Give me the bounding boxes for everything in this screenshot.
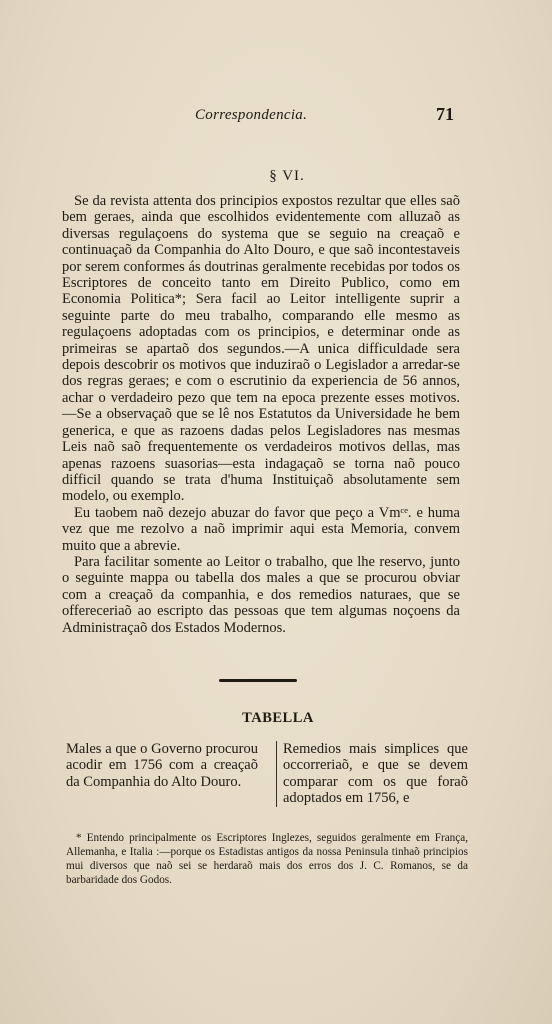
- footnote: * Entendo principalmente os Escriptores Inglezes, seguidos geralmente em França, Allemanha, e Italia :—porque os Estadistas antigos da nossa Peninsula tinhaõ principios mui diversos que naõ sei se herdaraõ mais dos erros dos J. C. Romanos, se da barbaridade dos Godos.: [66, 832, 468, 886]
- page-number: 71: [436, 104, 454, 124]
- running-title: Correspondencia.: [195, 107, 308, 123]
- section-heading: § VI.: [269, 168, 305, 184]
- paragraph: Se da revista attenta dos principios expostos rezultar que elles saõ bem geraes, ainda que escolhidos evidentemente com alluzaõ as diversas regulaçoens do systema que se seguio na creaçaõ e continuaçaõ da Companhia do Alto Douro, e que saõ incontestaveis por serem conformes ás doutrinas geralmente recebidas por todos os Escriptores de conceito tanto em Direito Publico, como em Economia Politica*; Sera facil ao Leitor intelligente suprir a seguinte parte do meu trabalho, comparando elle mesmo as regulaçoens adoptadas com os principios, e determinar onde as primeiras se apartaõ dos segundos.—A unica difficuldade sera depois descobrir os motivos que induziraõ o Legislador a arredar-se dos regras geraes; e com o escrutinio da experiencia de 56 annos, achar o verdadeiro pezo que tem na epoca prezente esses motivos.—Se a observaçaõ que se lê nos Estatutos da Universidade he bem generica, e que as razoens dadas pelos Legisladores nas mesmas Leis naõ saõ frequentemente os verdadeiros motivos dellas, mas apenas razoens suasorias—esta indagaçaõ se torna naõ pouco difficil quando se trata d'huma Instituiçaõ absolutamente sem modelo, ou exemplo.: [62, 193, 460, 505]
- section-divider: [219, 679, 297, 682]
- page-header: [0, 104, 552, 130]
- table-right-column: Remedios mais simplices que occorreriaõ, e que se devem comparar com os que foraõ adoptados em 1756, e: [276, 741, 468, 807]
- paragraph: Para facilitar somente ao Leitor o trabalho, que lhe reservo, junto o seguinte mappa ou tabella dos males a que se procurou obviar com a creaçaõ da companhia, e dos remedios naturaes, que se offereceriaõ ao escripto das pessoas que tem algumas noçoens da Administraçaõ dos Estados Modernos.: [62, 553, 460, 636]
- paragraph: Eu taobem naõ dezejo abuzar do favor que peço a Vmᶜᵉ. e huma vez que me rezolvo a naõ imprimir aqui esta Memoria, convem muito que a abrevie.: [62, 504, 460, 554]
- body-text: [62, 193, 460, 636]
- table-left-column: Males a que o Governo procurou acodir em 1756 com a creaçaõ da Companhia do Alto Douro.: [66, 741, 258, 790]
- table-title: TABELLA: [242, 710, 314, 726]
